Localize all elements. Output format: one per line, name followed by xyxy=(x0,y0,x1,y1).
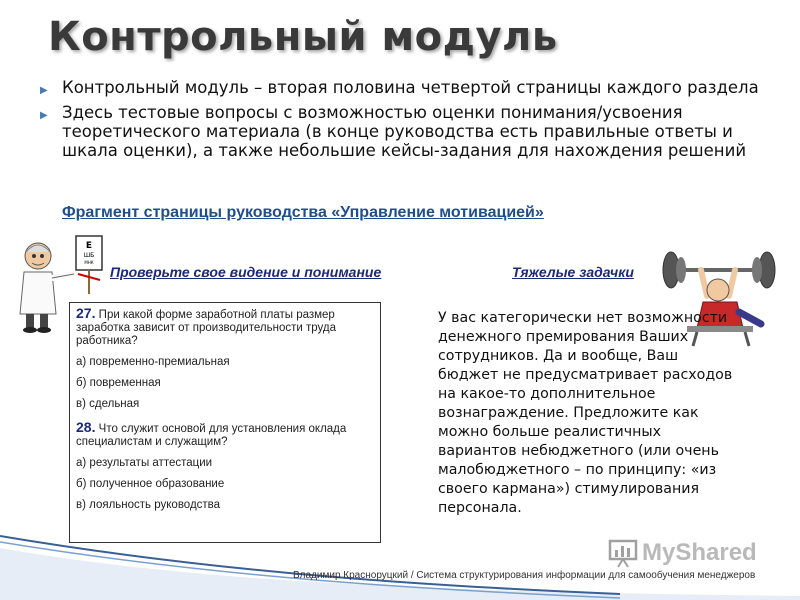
hard-tasks-heading: Тяжелые задачки xyxy=(512,264,634,280)
bullet-arrow-icon: ▶ xyxy=(40,110,48,121)
answer-option: в) лояльность руководства xyxy=(76,499,221,511)
question-text: При какой форме заработной платы размер заработка зависит от производительности труда работника? xyxy=(76,309,336,347)
logo-text: MyShared xyxy=(642,539,757,566)
answer-option: б) полученное образование xyxy=(76,478,225,490)
question-number: 27. xyxy=(76,305,96,321)
understanding-heading: Проверьте свое видение и понимание xyxy=(110,264,382,280)
answer-option: б) повременная xyxy=(76,377,161,389)
answer-option: а) повременно-премиальная xyxy=(76,356,230,368)
myshared-logo xyxy=(608,538,757,568)
question-text: Что служит основой для установления оклада специалистам и служащим? xyxy=(76,423,347,448)
answer-option: а) результаты аттестации xyxy=(76,457,213,469)
bullet-text: Здесь тестовые вопросы с возможностью оценки понимания/усвоения теоретического материала (в конце руководства есть правильные ответы и шкала оценки), а также небольшие кейсы-задания для нахождения решений xyxy=(62,103,747,160)
bullet-item xyxy=(38,103,778,160)
bullet-item xyxy=(38,78,778,97)
svg-text:МНК: МНК xyxy=(84,260,94,265)
presentation-icon xyxy=(608,538,638,568)
fragment-subtitle: Фрагмент страницы руководства «Управление мотивацией» xyxy=(62,204,544,221)
svg-text:ШБ: ШБ xyxy=(83,252,95,259)
question-28 xyxy=(76,421,374,449)
question-27 xyxy=(76,307,374,348)
footer-credit: Владимир Красноруцкий / Система структурирования информации для самообучения менеджеров xyxy=(293,570,756,581)
bullet-text: Контрольный модуль – вторая половина четвертой страницы каждого раздела xyxy=(62,78,759,97)
bullet-arrow-icon: ▶ xyxy=(40,85,48,96)
page-title: Контрольный модуль xyxy=(48,14,558,60)
answer-option: в) сдельная xyxy=(76,398,140,410)
questions-box xyxy=(69,302,381,543)
bullet-list xyxy=(38,78,778,166)
case-task-text: У вас категорически нет возможности денежного премирования Ваших сотрудников. Да и вообще, Ваш бюджет не предусматривает расходов на какое-то дополнительное вознаграждение. Предложите как можно больше реалистичных вариантов небюджетного (или очень малобюджетного – по принципу: «из своего кармана») стимулирования персонала. xyxy=(438,310,733,516)
svg-text:E: E xyxy=(85,241,93,251)
question-number: 28. xyxy=(76,419,96,435)
